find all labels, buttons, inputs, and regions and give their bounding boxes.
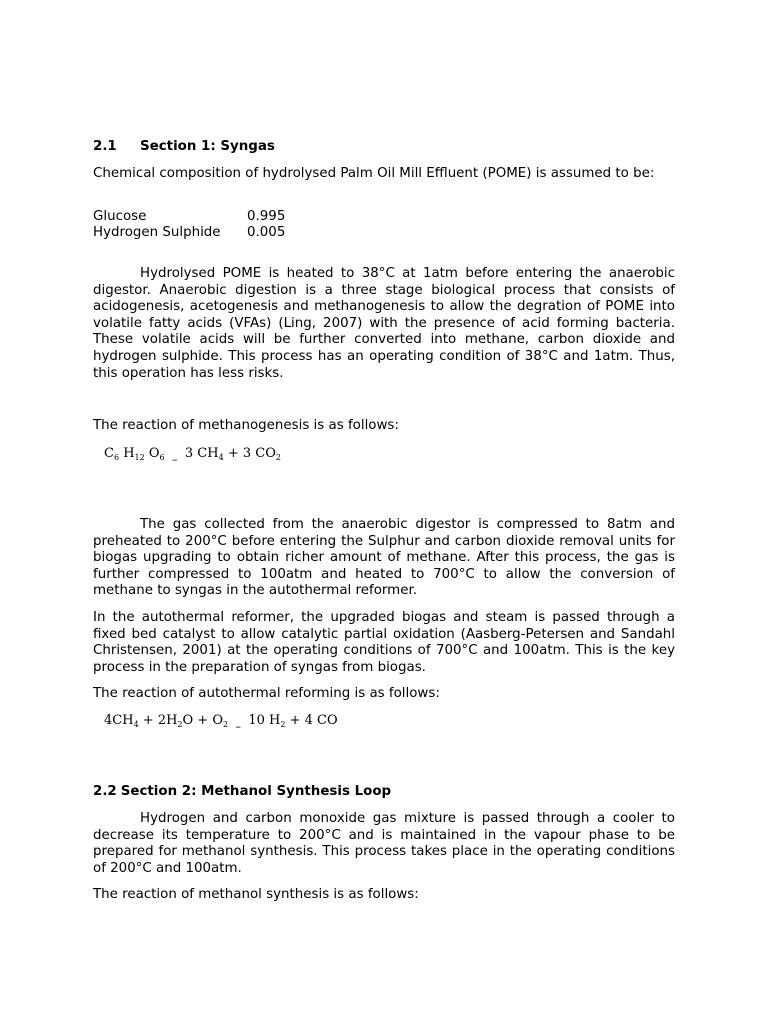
autothermal-intro: The reaction of autothermal reforming is as follows: [93,686,440,701]
methanogenesis-equation: $C_6$ $H_{12}$ $O_6 - 3$ $CH_4 + 3$ $CO_2$ [104,446,281,466]
composition-row [93,209,285,225]
reaction-arrow: – [235,720,241,733]
methanol-synthesis-paragraph: Hydrogen and carbon monoxide gas mixture is passed through a cooler to decrease its temperature to 200°C and is maintained in the vapour phase to be prepared for methanol synthesis. This process takes place in the operating conditions of 200°C and 100atm. [93,811,675,876]
component-value: 0.995 [247,209,286,224]
component-name: Glucose [93,209,147,224]
section-1-title: Section 1: Syngas [140,139,275,154]
component-value: 0.005 [247,225,286,240]
compression-paragraph: The gas collected from the anaerobic digestor is compressed to 8atm and preheated to 200°C before entering the Sulphur and carbon dioxide removal units for biogas upgrading to obtain richer amount of methane. After this process, the gas is further compressed to 100atm and heated to 700°C to allow the conversion of methane to syngas in the autothermal reformer. [93,517,675,599]
composition-row [93,225,285,241]
document-page [93,0,675,1024]
composition-intro: Chemical composition of hydrolysed Palm Oil Mill Effluent (POME) is assumed to be: [93,166,655,181]
section-2-title: Section 2: Methanol Synthesis Loop [120,784,392,799]
section-2-heading [93,784,391,801]
methanol-synthesis-intro: The reaction of methanol synthesis is as follows: [93,887,419,902]
autothermal-equation: $4CH_4 + 2H_2O + O_2 - 10$ $H_2 + 4$ CO [104,713,338,733]
component-name: Hydrogen Sulphide [93,225,221,240]
section-1-heading [93,139,275,156]
anaerobic-digestion-paragraph: Hydrolysed POME is heated to 38°C at 1atm before entering the anaerobic digestor. Anaerobic digestion is a three stage biological process that consists of acidogenesis, acetogenesis and methanogenesis to allow the degration of POME into volatile fatty acids (VFAs) (Ling, 2007) with the presence of acid forming bacteria. These volatile acids will be further converted into methane, carbon dioxide and hydrogen sulphide. This process has an operating condition of 38°C and 1atm. Thus, this operation has less risks. [93,266,675,381]
reaction-arrow: – [172,453,178,466]
methanogenesis-intro: The reaction of methanogenesis is as follows: [93,418,399,433]
section-1-number: 2.1 [93,139,117,154]
composition-table [93,209,285,241]
autothermal-reformer-paragraph: In the autothermal reformer, the upgraded biogas and steam is passed through a fixed bed catalyst to allow catalytic partial oxidation (Aasberg-Petersen and Sandahl Christensen, 2001) at the operating conditions of 700°C and 100atm. This is the key process in the preparation of syngas from biogas. [93,610,675,675]
section-2-number: 2.2 [93,784,117,799]
